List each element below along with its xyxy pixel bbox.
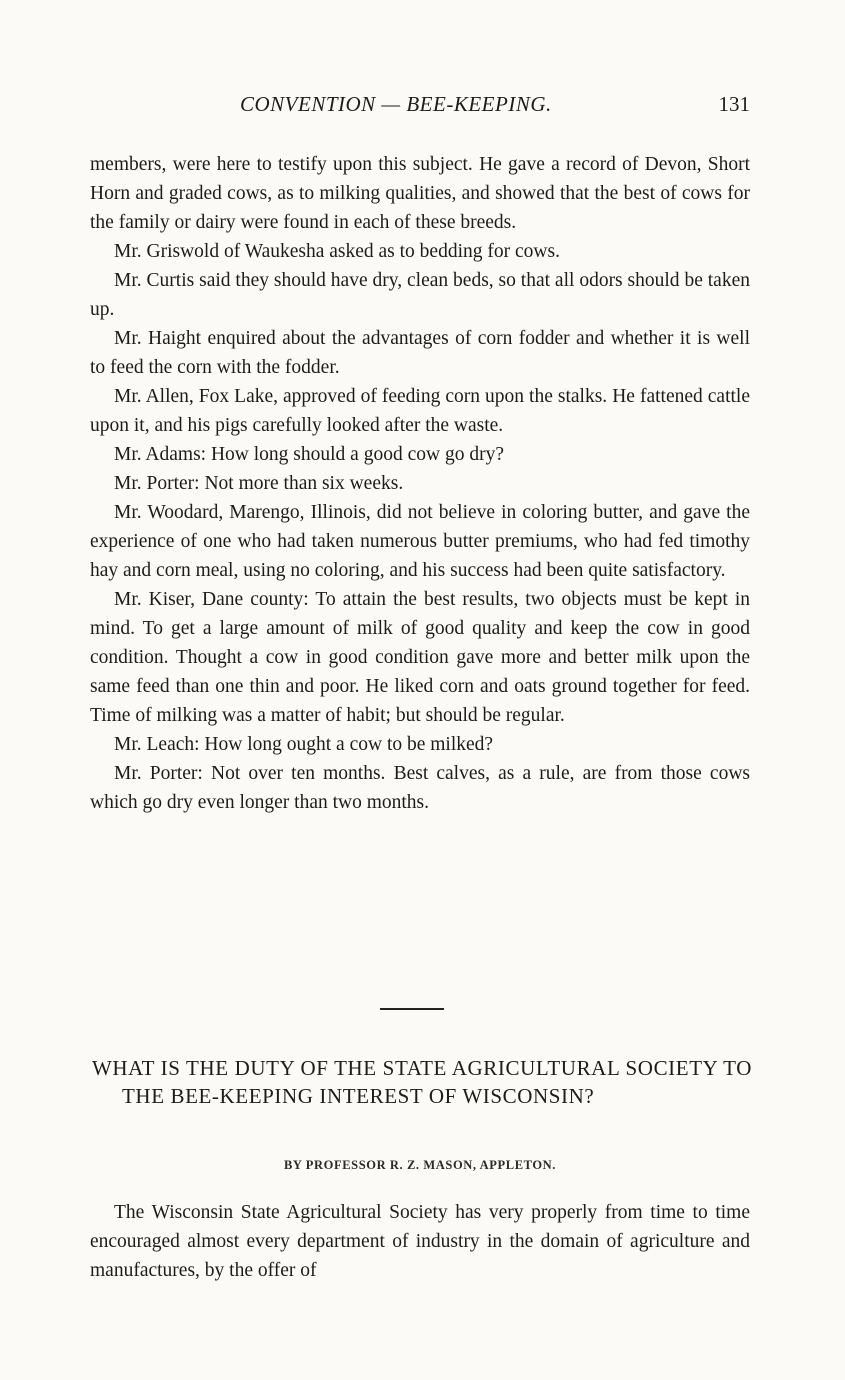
paragraph: Mr. Kiser, Dane county: To attain the best results, two objects must be kept in mind. To get a large amount of milk of good quality and keep the cow in good condition. Thought a cow in good condition gave more and better milk upon the same feed than one thin and poor. He liked corn and oats ground together for feed. Time of milking was a matter of habit; but should be regular.: [90, 589, 750, 726]
paragraph: Mr. Allen, Fox Lake, approved of feeding corn upon the stalks. He fattened cattle upon it, and his pigs carefully looked after the waste.: [90, 386, 750, 436]
page-number: 131: [718, 92, 750, 116]
paragraph: Mr. Porter: Not over ten months. Best calves, as a rule, are from those cows which go dry even longer than two months.: [90, 763, 750, 813]
section-divider: [380, 1008, 444, 1010]
page-header: [90, 92, 750, 122]
paragraph: Mr. Leach: How long ought a cow to be milked?: [114, 734, 494, 755]
paragraph: Mr. Adams: How long should a good cow go dry?: [114, 444, 504, 465]
paragraph: Mr. Griswold of Waukesha asked as to bedding for cows.: [114, 241, 560, 262]
paragraph: members, were here to testify upon this subject. He gave a record of Devon, Short Horn and graded cows, as to milking qualities, and showed that the best of cows for the family or dairy were found in each of these breeds.: [90, 154, 750, 233]
paragraph: Mr. Woodard, Marengo, Illinois, did not believe in coloring butter, and gave the experience of one who had taken numerous butter premiums, who had fed timothy hay and corn meal, using no coloring, and his success had been quite satisfactory.: [90, 502, 750, 581]
article-title: WHAT IS THE DUTY OF THE STATE AGRICULTURAL SOCIETY TO THE BEE-KEEPING INTEREST OF WISCONSIN?: [92, 1056, 752, 1108]
article-intro-paragraph: The Wisconsin State Agricultural Society has very properly from time to time encouraged almost every department of industry in the domain of agriculture and manufactures, by the offer of: [90, 1202, 750, 1281]
paragraph: Mr. Haight enquired about the advantages of corn fodder and whether it is well to feed the corn with the fodder.: [90, 328, 750, 378]
running-title: CONVENTION — BEE-KEEPING.: [240, 92, 552, 116]
body-text: [90, 150, 750, 817]
article-byline: BY PROFESSOR R. Z. MASON, APPLETON.: [283, 1158, 557, 1172]
paragraph: Mr. Curtis said they should have dry, clean beds, so that all odors should be taken up.: [90, 270, 750, 320]
paragraph: Mr. Porter: Not more than six weeks.: [114, 473, 404, 494]
